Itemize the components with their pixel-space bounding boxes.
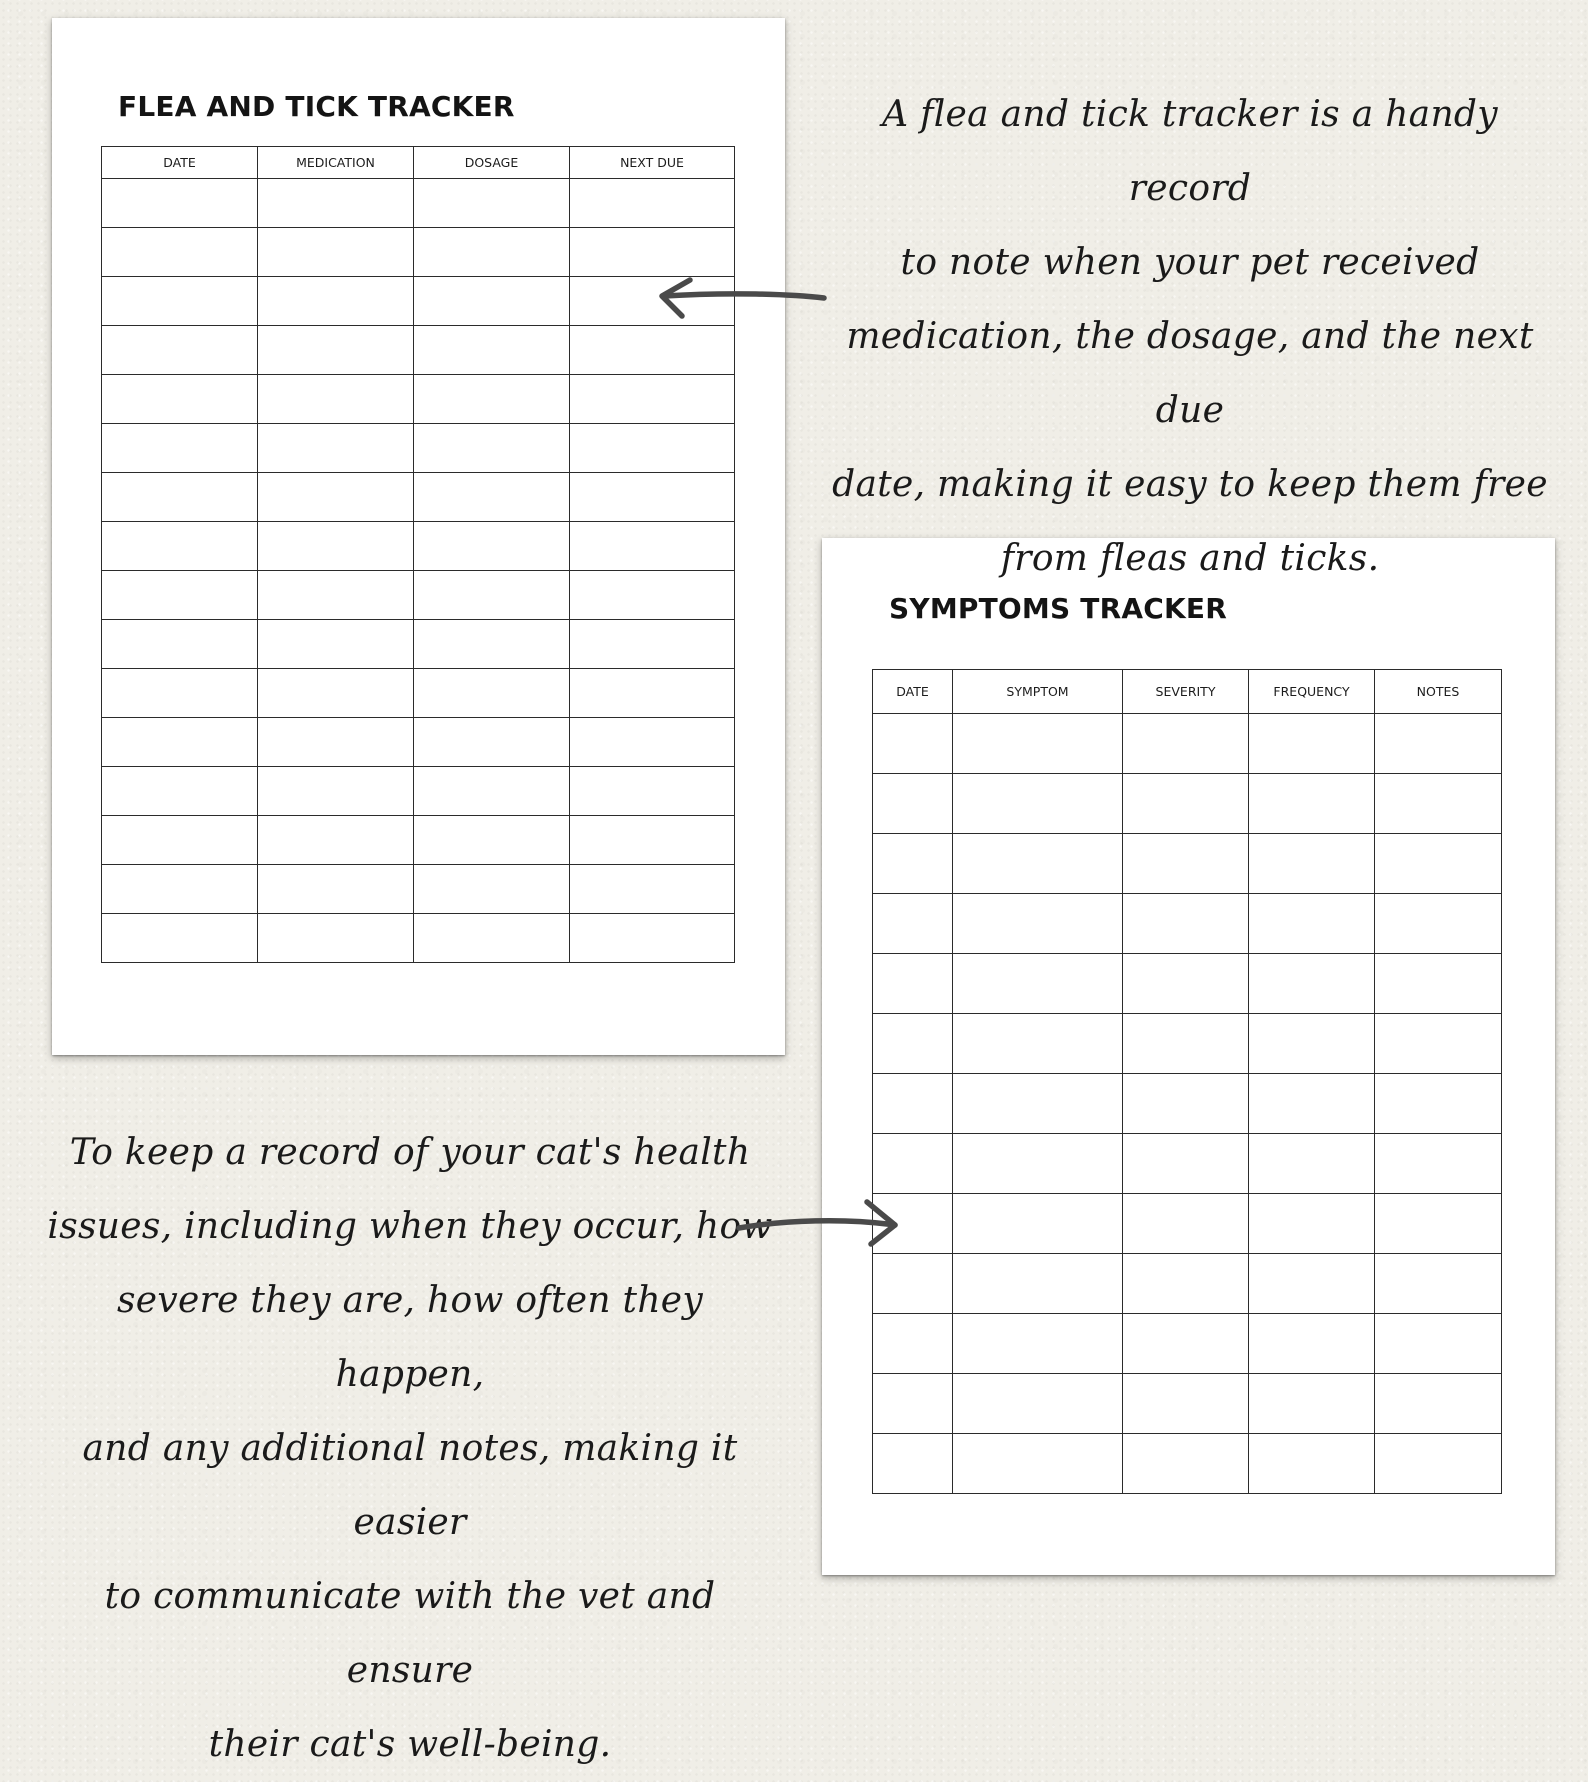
column-header-dosage: DOSAGE [414,147,570,179]
blank-cell [953,1194,1123,1254]
blank-cell [102,669,258,718]
blank-cell [258,473,414,522]
blank-cell [1375,1194,1502,1254]
caption-line: To keep a record of your cat's health [69,1132,751,1173]
blank-cell [570,424,735,473]
table-row [102,914,735,963]
blank-cell [873,834,953,894]
blank-cell [873,1074,953,1134]
blank-cell [953,1074,1123,1134]
blank-cell [258,718,414,767]
blank-cell [1123,1254,1249,1314]
blank-cell [1375,834,1502,894]
table-row [102,179,735,228]
table-row [873,1254,1502,1314]
blank-cell [570,816,735,865]
table-row [873,1194,1502,1254]
symptoms-tracker-description [40,1116,780,1782]
blank-cell [414,914,570,963]
blank-cell [873,954,953,1014]
blank-cell [1123,774,1249,834]
flea-tick-tracker-sheet [52,18,785,1055]
blank-cell [1375,1434,1502,1494]
symptoms-tracker-sheet [822,538,1555,1575]
blank-cell [102,228,258,277]
blank-cell [1375,1074,1502,1134]
blank-cell [258,767,414,816]
blank-cell [1375,1254,1502,1314]
table-row [873,894,1502,954]
blank-cell [1375,1314,1502,1374]
blank-cell [1375,1374,1502,1434]
blank-cell [258,522,414,571]
table-row [873,834,1502,894]
blank-cell [953,1374,1123,1434]
table-row [873,1434,1502,1494]
blank-cell [570,914,735,963]
blank-cell [1249,1314,1375,1374]
flea-tick-tracker-title: FLEA AND TICK TRACKER [118,90,515,123]
blank-cell [1123,954,1249,1014]
table-header-row [873,670,1502,714]
blank-cell [102,865,258,914]
table-row [102,277,735,326]
blank-cell [953,1254,1123,1314]
blank-cell [1375,954,1502,1014]
flea-tracker-description [830,78,1550,596]
flea-tick-tracker-table [101,146,735,963]
blank-cell [414,718,570,767]
blank-cell [102,424,258,473]
table-row [102,767,735,816]
blank-cell [102,179,258,228]
arrow-left-icon [650,268,830,338]
blank-cell [1249,714,1375,774]
blank-cell [1249,1434,1375,1494]
blank-cell [258,571,414,620]
blank-cell [102,326,258,375]
blank-cell [953,774,1123,834]
blank-cell [414,865,570,914]
blank-cell [1249,1194,1375,1254]
column-header-severity: SEVERITY [1123,670,1249,714]
symptoms-tracker-title: SYMPTOMS TRACKER [889,592,1227,625]
symptoms-tracker-rows [873,714,1502,1494]
blank-cell [570,522,735,571]
table-row [102,522,735,571]
table-row [873,1134,1502,1194]
blank-cell [953,954,1123,1014]
blank-cell [570,669,735,718]
blank-cell [414,669,570,718]
caption-line: issues, including when they occur, how [47,1206,773,1247]
blank-cell [102,914,258,963]
blank-cell [414,767,570,816]
blank-cell [953,894,1123,954]
blank-cell [1123,834,1249,894]
blank-cell [258,326,414,375]
blank-cell [1375,714,1502,774]
blank-cell [953,834,1123,894]
blank-cell [102,816,258,865]
blank-cell [258,179,414,228]
caption-line: to note when your pet received [900,242,1480,283]
blank-cell [953,1014,1123,1074]
blank-cell [414,326,570,375]
caption-line: A flea and tick tracker is a handy record [882,94,1498,209]
table-row [102,473,735,522]
table-row [102,718,735,767]
blank-cell [1375,894,1502,954]
blank-cell [414,816,570,865]
blank-cell [570,473,735,522]
table-row [102,326,735,375]
blank-cell [873,1254,953,1314]
blank-cell [1249,1254,1375,1314]
blank-cell [414,375,570,424]
table-row [873,774,1502,834]
blank-cell [1123,1374,1249,1434]
column-header-frequency: FREQUENCY [1249,670,1375,714]
caption-line: severe they are, how often they happen, [116,1280,704,1395]
table-header-row [102,147,735,179]
blank-cell [258,669,414,718]
blank-cell [258,277,414,326]
table-row [873,1074,1502,1134]
table-row [102,228,735,277]
caption-line: date, making it easy to keep them free [832,464,1548,505]
blank-cell [570,375,735,424]
table-row [102,424,735,473]
column-header-date: DATE [873,670,953,714]
blank-cell [953,1314,1123,1374]
blank-cell [1375,1014,1502,1074]
blank-cell [102,718,258,767]
blank-cell [258,375,414,424]
table-row [102,816,735,865]
symptoms-tracker-table [872,669,1502,1494]
table-row [873,1314,1502,1374]
caption-line: from fleas and ticks. [1000,538,1380,579]
blank-cell [873,1374,953,1434]
blank-cell [873,774,953,834]
blank-cell [414,571,570,620]
blank-cell [570,620,735,669]
blank-cell [102,620,258,669]
blank-cell [1123,1074,1249,1134]
blank-cell [1249,1014,1375,1074]
blank-cell [570,767,735,816]
blank-cell [873,1314,953,1374]
blank-cell [953,1434,1123,1494]
blank-cell [873,894,953,954]
blank-cell [102,473,258,522]
blank-cell [1249,1374,1375,1434]
blank-cell [1249,1074,1375,1134]
blank-cell [570,718,735,767]
table-row [873,954,1502,1014]
blank-cell [1123,1314,1249,1374]
blank-cell [1123,1134,1249,1194]
blank-cell [258,914,414,963]
blank-cell [1123,1194,1249,1254]
blank-cell [414,228,570,277]
blank-cell [873,1014,953,1074]
blank-cell [1375,774,1502,834]
table-row [102,865,735,914]
blank-cell [258,816,414,865]
blank-cell [102,767,258,816]
blank-cell [414,620,570,669]
blank-cell [1123,714,1249,774]
column-header-notes: NOTES [1375,670,1502,714]
column-header-next-due: NEXT DUE [570,147,735,179]
blank-cell [570,571,735,620]
blank-cell [258,620,414,669]
blank-cell [258,228,414,277]
blank-cell [953,1134,1123,1194]
caption-line: medication, the dosage, and the next due [846,316,1534,431]
table-row [102,669,735,718]
table-row [873,1374,1502,1434]
blank-cell [414,277,570,326]
table-row [873,1014,1502,1074]
blank-cell [258,424,414,473]
table-row [102,620,735,669]
flea-tick-tracker-rows [102,179,735,963]
table-row [873,714,1502,774]
blank-cell [414,522,570,571]
arrow-right-icon [735,1178,910,1248]
blank-cell [102,522,258,571]
blank-cell [1375,1134,1502,1194]
caption-line: and any additional notes, making it easier [82,1428,738,1543]
blank-cell [1249,954,1375,1014]
blank-cell [1123,894,1249,954]
blank-cell [414,179,570,228]
blank-cell [1123,1014,1249,1074]
table-row [102,571,735,620]
blank-cell [953,714,1123,774]
blank-cell [1249,834,1375,894]
blank-cell [102,571,258,620]
blank-cell [1249,894,1375,954]
column-header-date: DATE [102,147,258,179]
blank-cell [1249,1134,1375,1194]
blank-cell [258,865,414,914]
column-header-symptom: SYMPTOM [953,670,1123,714]
blank-cell [873,714,953,774]
blank-cell [414,424,570,473]
table-row [102,375,735,424]
caption-line: to communicate with the vet and ensure [104,1576,716,1691]
caption-line: their cat's well-being. [208,1724,612,1765]
blank-cell [102,375,258,424]
blank-cell [570,865,735,914]
blank-cell [102,277,258,326]
column-header-medication: MEDICATION [258,147,414,179]
blank-cell [1123,1434,1249,1494]
blank-cell [570,179,735,228]
blank-cell [414,473,570,522]
blank-cell [873,1434,953,1494]
blank-cell [1249,774,1375,834]
